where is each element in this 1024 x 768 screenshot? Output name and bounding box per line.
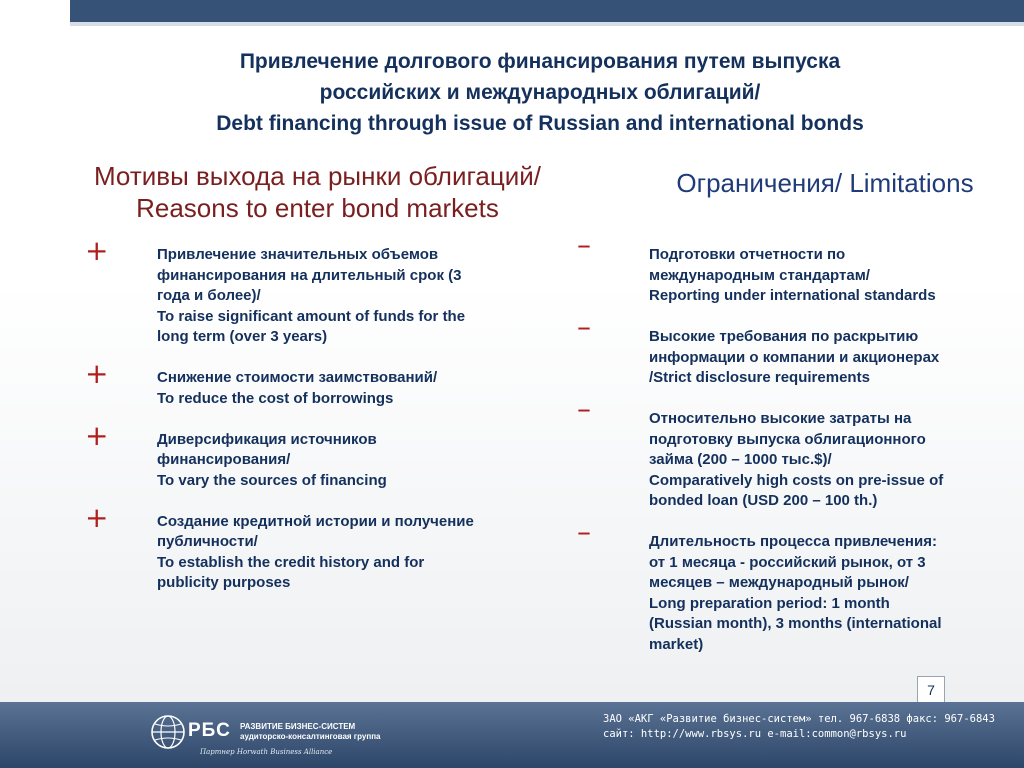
slide-title-line: Привлечение долгового финансирования путем выпуска [239,50,841,73]
item-text: Диверсификация источников [157,430,377,448]
reasons-item [85,500,545,594]
item-text: market) [649,635,704,653]
item-text: Long preparation period: 1 month [649,594,890,612]
item-text: (Russian month), 3 months (international [649,615,942,632]
item-text: Относительно высокие затраты на [649,410,912,427]
item-text: To establish the credit history and for [157,553,425,571]
item-text: публичности/ [157,533,258,550]
item-text: месяцев – международный рынок/ [649,574,909,591]
item-text: bonded loan (USD 200 – 100 th.) [649,492,878,509]
plus-icon: + [85,234,109,267]
reasons-item [85,234,545,348]
minus-icon: – [577,228,591,261]
plus-icon: + [85,357,109,390]
item-text: To raise significant amount of funds for the [157,307,466,325]
reasons-list [85,234,545,614]
item-text: Reporting under international standards [649,287,936,304]
limitations-heading-text: Ограничения/ Limitations [676,168,974,198]
item-text: информации о компании и акционерах [649,348,940,366]
logo-partner-text: Партнер Horwath Business Alliance [200,748,333,756]
item-text: международным стандартам/ [649,266,870,284]
item-text: от 1 месяца - российский рынок, от 3 [649,553,926,571]
limitations-heading [640,167,1010,199]
reasons-item [85,418,545,492]
item-text: Снижение стоимости заимствований/ [157,369,438,386]
slide-title-line: российских и международных облигаций/ [319,81,761,104]
footer-contacts [603,712,995,742]
item-text: publicity purposes [157,574,291,591]
footer-contacts-line: ЗАО «АКГ «Развитие бизнес-систем» тел. 967-6838 факс: 967-6843 [603,713,995,725]
limitations-item [575,228,1015,307]
item-text: Создание кредитной истории и получение [157,512,474,530]
plus-icon: + [85,500,109,534]
item-text: подготовку выпуска облигационного [649,430,926,448]
item-text: Подготовки отчетности по [649,246,846,263]
limitations-list [575,228,1015,676]
limitations-item [575,515,1015,655]
reasons-heading [55,160,580,224]
reasons-item [85,357,545,409]
page-number: 7 [917,676,945,704]
plus-icon: + [85,418,109,452]
slide-title-line: Debt financing through issue of Russian and international bonds [216,112,864,135]
item-text: Длительность процесса привлечения: [649,533,937,550]
reasons-heading-line: Reasons to enter bond markets [136,193,499,223]
footer-contacts-line: сайт: http://www.rbsys.ru e-mail:common@rbsys.ru [603,728,907,740]
item-text: финансирования на длительный срок (3 [157,266,462,284]
item-text: Привлечение значительных объемов [157,246,439,263]
minus-icon: – [577,515,591,548]
item-text: финансирования/ [157,451,291,468]
logo-name-line: РАЗВИТИЕ БИЗНЕС-СИСТЕМ [240,722,356,731]
item-text: года и более)/ [157,287,261,304]
limitations-item [575,392,1015,512]
logo-name-line: аудиторско-консалтинговая группа [240,732,381,741]
globe-logo-icon [150,714,186,750]
reasons-heading-line: Мотивы выхода на рынки облигаций/ [93,161,542,191]
logo-company-name [240,722,380,742]
minus-icon: – [577,392,591,425]
item-text: /Strict disclosure requirements [649,369,870,386]
slide-title [130,46,950,139]
item-text: To reduce the cost of borrowings [157,389,394,407]
minus-icon: – [577,310,591,343]
item-text: To vary the sources of financing [157,471,387,489]
footer [0,702,1024,768]
item-text: Высокие требования по раскрытию [649,328,919,345]
item-text: long term (over 3 years) [157,328,328,345]
company-logo [150,712,381,760]
logo-abbreviation: РБС [188,720,231,741]
limitations-item [575,310,1015,389]
top-band [70,0,1024,22]
item-text: займа (200 – 1000 тыс.$)/ [649,451,832,468]
item-text: Comparatively high costs on pre-issue of [649,471,944,489]
